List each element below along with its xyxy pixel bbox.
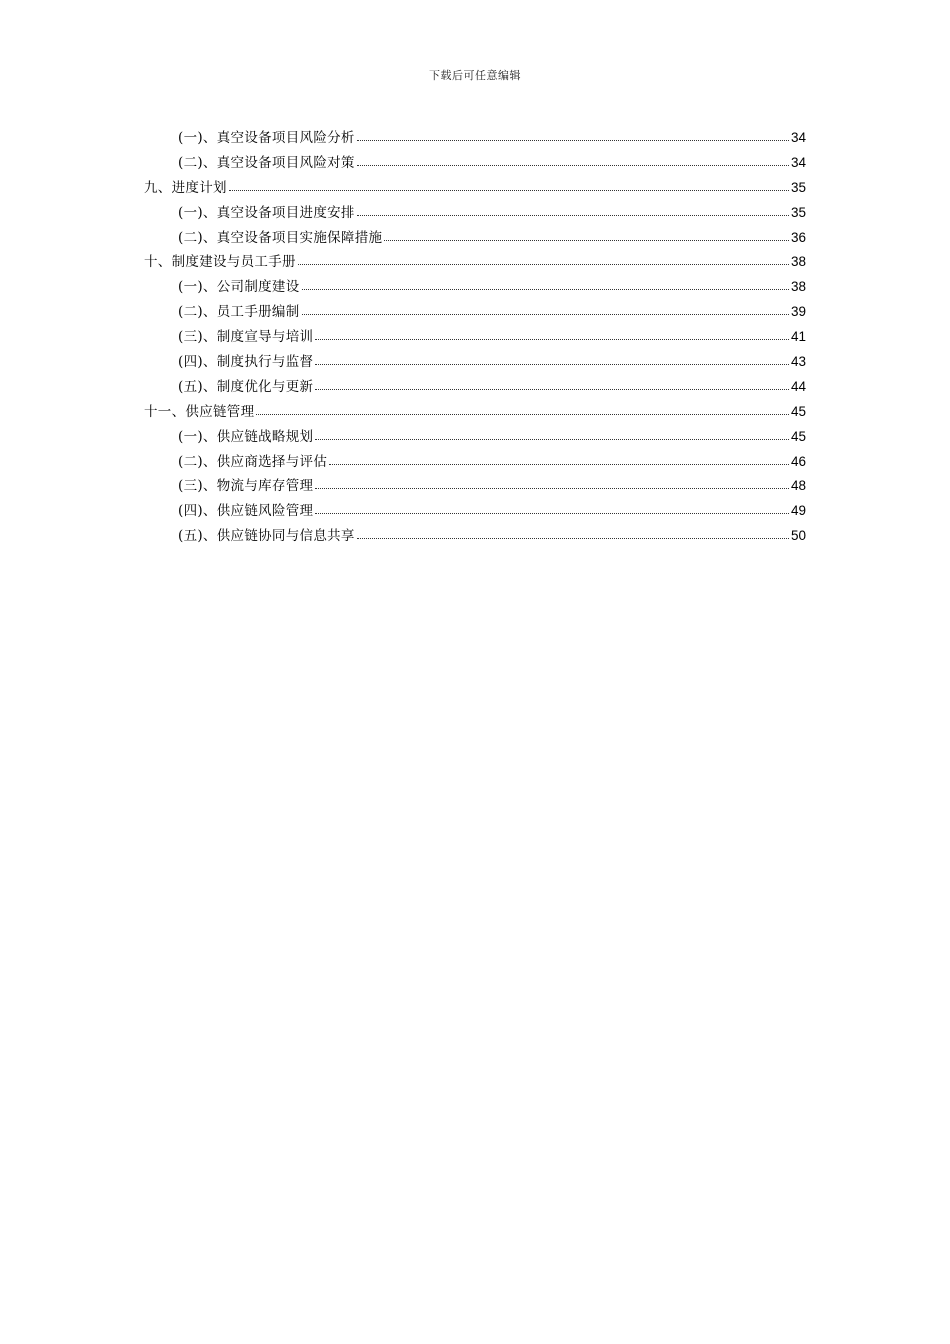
toc-entry-page-number: 35	[790, 204, 806, 220]
toc-dot-leader	[315, 338, 789, 340]
toc-entry-page-number: 48	[790, 478, 806, 494]
toc-entry-title: 九、进度计划	[144, 179, 227, 196]
toc-dot-leader	[357, 139, 789, 141]
toc-entry-title: (二)、供应商选择与评估	[178, 453, 328, 470]
toc-entry-page-number: 46	[790, 453, 806, 469]
toc-dot-leader	[298, 263, 789, 265]
toc-entry-page-number: 41	[790, 329, 806, 345]
toc-entry[interactable]	[144, 226, 806, 251]
table-of-contents	[144, 126, 806, 549]
toc-entry[interactable]	[144, 275, 806, 300]
toc-dot-leader	[315, 487, 789, 489]
toc-dot-leader	[315, 363, 789, 365]
toc-dot-leader	[357, 537, 789, 539]
toc-entry-page-number: 43	[790, 354, 806, 370]
toc-entry-page-number: 45	[790, 428, 806, 444]
toc-dot-leader	[229, 189, 789, 191]
toc-entry-title: (一)、公司制度建设	[178, 279, 300, 296]
toc-entry-title: (一)、真空设备项目风险分析	[178, 130, 355, 146]
toc-entry-page-number: 38	[790, 279, 806, 295]
toc-entry-title: (一)、真空设备项目进度安排	[178, 204, 355, 221]
toc-entry[interactable]	[144, 450, 806, 475]
toc-entry-title: (三)、制度宣导与培训	[178, 329, 314, 346]
toc-entry-title: (一)、供应链战略规划	[178, 428, 314, 445]
toc-entry[interactable]	[144, 350, 806, 375]
toc-entry-page-number: 50	[790, 528, 806, 544]
toc-entry-page-number: 38	[790, 254, 806, 270]
toc-entry[interactable]	[144, 176, 806, 201]
toc-dot-leader	[357, 164, 789, 166]
toc-entry-title: (五)、供应链协同与信息共享	[178, 528, 355, 545]
toc-entry[interactable]	[144, 499, 806, 524]
toc-entry-page-number: 34	[790, 154, 806, 170]
toc-dot-leader	[315, 388, 789, 390]
toc-entry-title: (二)、真空设备项目风险对策	[178, 154, 355, 171]
toc-entry-page-number: 49	[790, 503, 806, 519]
toc-entry-title: (五)、制度优化与更新	[178, 378, 314, 395]
toc-entry-page-number: 44	[790, 378, 806, 394]
toc-entry-page-number: 34	[790, 130, 806, 145]
toc-entry-title: (四)、供应链风险管理	[178, 503, 314, 520]
toc-entry-title: (三)、物流与库存管理	[178, 478, 314, 495]
toc-entry-page-number: 35	[790, 179, 806, 195]
toc-entry-page-number: 45	[790, 403, 806, 419]
toc-entry[interactable]	[144, 250, 806, 275]
toc-entry[interactable]	[144, 126, 806, 151]
toc-entry[interactable]	[144, 400, 806, 425]
toc-dot-leader	[357, 214, 789, 216]
toc-dot-leader	[384, 239, 789, 241]
toc-entry-title: (四)、制度执行与监督	[178, 354, 314, 371]
toc-dot-leader	[302, 288, 789, 290]
toc-entry[interactable]	[144, 325, 806, 350]
toc-entry-title: (二)、真空设备项目实施保障措施	[178, 229, 383, 246]
toc-entry-page-number: 39	[790, 304, 806, 320]
toc-entry-title: 十、制度建设与员工手册	[144, 254, 296, 271]
toc-dot-leader	[256, 413, 789, 415]
toc-entry-page-number: 36	[790, 229, 806, 245]
toc-entry[interactable]	[144, 151, 806, 176]
toc-entry-title: 十一、供应链管理	[144, 403, 255, 420]
toc-entry[interactable]	[144, 201, 806, 226]
toc-entry[interactable]	[144, 474, 806, 499]
toc-entry-title: (二)、员工手册编制	[178, 304, 300, 321]
toc-dot-leader	[315, 438, 789, 440]
toc-entry[interactable]	[144, 375, 806, 400]
page-header: 下载后可任意编辑	[429, 69, 521, 82]
toc-entry[interactable]	[144, 300, 806, 325]
toc-dot-leader	[302, 313, 789, 315]
toc-entry[interactable]	[144, 425, 806, 450]
toc-dot-leader	[329, 463, 789, 465]
toc-entry[interactable]	[144, 524, 806, 549]
toc-dot-leader	[315, 512, 789, 514]
